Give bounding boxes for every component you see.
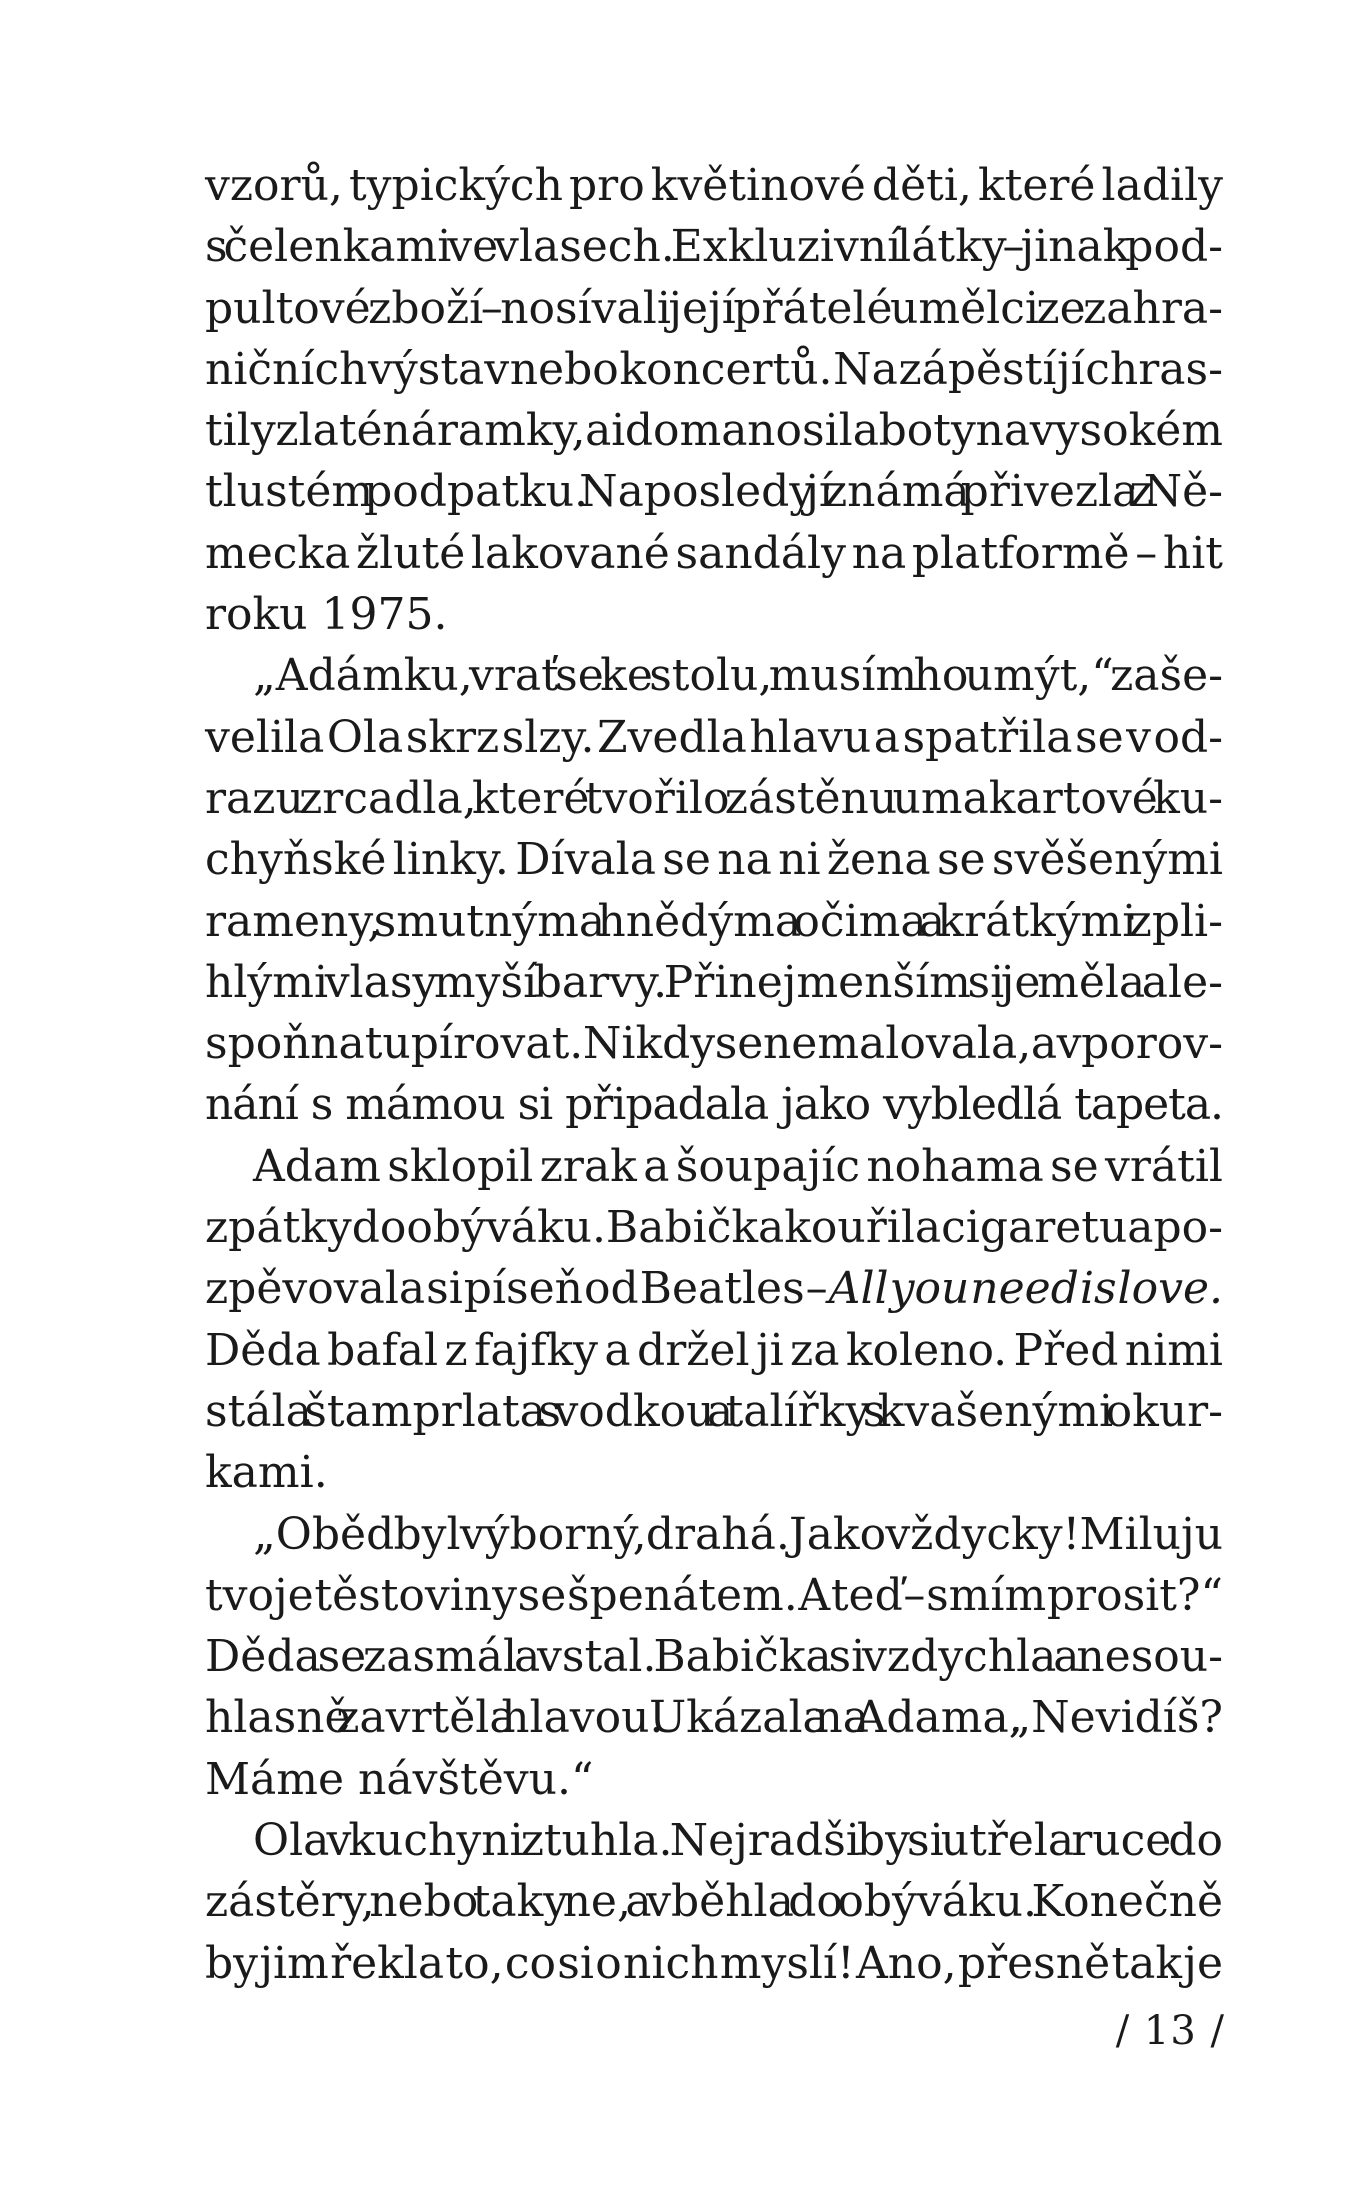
text-line-content: s čelenkami ve vlasech. Exkluzivní látky – jinak pod- [205,221,1223,273]
text-line-content: hlasně zavrtěla hlavou. Ukázala na Adama. „Nevidíš? [205,1692,1223,1744]
text-line [205,1258,1223,1319]
text-line [205,216,1223,277]
text-line-content: ničních výstav nebo koncertů. Na zápěstí jí chras- [205,343,1223,395]
text-line [205,952,1223,1013]
text-line [205,1136,1223,1197]
text-line-content: Máme návštěvu.“ [205,1753,594,1805]
text-line [205,1933,1223,1994]
body-text [205,155,1223,1994]
text-line-content: Ola v kuchyni ztuhla. Nejradši by si utřela ruce do [253,1815,1223,1867]
text-line-content: pultové zboží – nosívali její přátelé umělci ze zahra- [205,282,1223,334]
text-line-content: mecka žluté lakované sandály na platformě – hit [205,527,1223,579]
text-line-content: Děda se zasmál a vstal. Babička si vzdychla a nesou- [205,1631,1223,1683]
text-line [205,1320,1223,1381]
text-line-content: velila Ola skrz slzy. Zvedla hlavu a spatřila se v od- [205,711,1223,763]
text-line-content: Děda bafal z fajfky a držel ji za koleno. Před nimi [205,1324,1223,1376]
text-line [205,1749,1223,1810]
text-line-content: nání s mámou si připadala jako vybledlá tapeta. [205,1079,1223,1131]
text-line [205,1504,1223,1565]
text-line-content: Adam sklopil zrak a šoupajíc nohama se vrátil [253,1140,1223,1192]
text-line-content: „Adámku, vrať se ke stolu, musím ho umýt,“ zaše- [253,650,1223,702]
text-line [205,339,1223,400]
text-line-content: „Oběd byl výborný, drahá. Jako vždycky! Miluju [253,1508,1223,1560]
page-number: / 13 / [1115,2008,1225,2054]
text-line-content: by jim řekla to, co si o nich myslí! Ano, přesně tak je [205,1937,1223,1989]
text-line-content: zpátky do obýváku. Babička kouřila cigaretu a po- [205,1202,1223,1254]
text-line-content: zástěry, nebo taky ne, a vběhla do obýváku. Konečně [205,1876,1223,1928]
text-line [205,1626,1223,1687]
text-line [205,1013,1223,1074]
text-line [205,1810,1223,1871]
text-line [205,155,1223,216]
text-line [205,829,1223,890]
text-line-content: spoň natupírovat. Nikdy se nemalovala, a v porov- [205,1018,1223,1070]
text-line [205,584,1223,645]
text-line-content: tlustém podpatku. Naposledy jí známá přivezla z Ně- [205,466,1223,518]
text-line-content: kami. [205,1447,328,1499]
text-line-content: chyňské linky. Dívala se na ni žena se svěšenými [205,834,1223,886]
text-line [205,1381,1223,1442]
text-line [205,1687,1223,1748]
text-line [205,891,1223,952]
text-line [205,1197,1223,1258]
text-line [205,1565,1223,1626]
text-line-content: stála štamprlata s vodkou a talířky s kvašenými okur- [205,1385,1223,1437]
text-line-content: tily zlaté náramky, a i doma nosila boty na vysokém [205,405,1223,457]
text-line-content: rameny, smutnýma hnědýma očima a krátkými zpli- [205,895,1223,947]
text-line [205,1871,1223,1932]
text-line [205,1074,1223,1135]
text-line-content: roku 1975. [205,589,448,641]
text-line-content: vzorů, typických pro květinové děti, které ladily [205,160,1223,211]
text-line [205,768,1223,829]
text-line [205,1442,1223,1503]
text-line-content: tvoje těstoviny se špenátem. A teď – smím prosit?“ [205,1569,1223,1621]
text-line [205,278,1223,339]
text-line-content: zpěvovala si píseň od Beatles – [205,1263,829,1315]
text-line [205,400,1223,461]
text-line [205,707,1223,768]
italic-song-title: All you need is love. [828,1263,1223,1315]
text-line-content: hlými vlasy myší barvy. Přinejmenším si je měla ale- [205,956,1223,1008]
text-line [205,645,1223,706]
text-line-content: razu zrcadla, které tvořilo zástěnu umakartové ku- [205,772,1223,824]
text-line [205,461,1223,522]
text-line [205,523,1223,584]
